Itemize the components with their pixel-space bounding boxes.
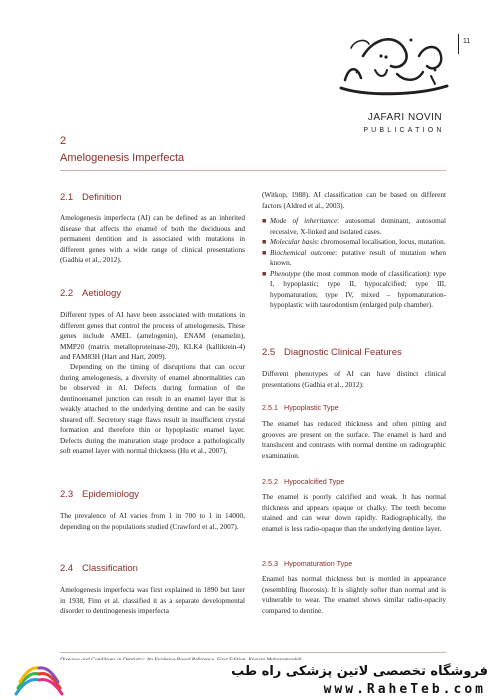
section-number: 2.4: [60, 563, 74, 574]
section-title: Diagnostic Clinical Features: [284, 347, 402, 358]
list-item: ■ Molecular basis: chromosomal localisation, locus, mutation.: [262, 238, 446, 246]
bullet-icon: ■: [262, 238, 267, 246]
store-url[interactable]: www.RaheTeb.com: [323, 682, 486, 697]
section-number: 2.1: [60, 192, 74, 203]
section-title: Classification: [82, 563, 138, 574]
subsection-2-5-2-heading: [262, 477, 344, 486]
subsection-title: Hypocalcified Type: [284, 477, 345, 486]
subsection-title: Hypomaturation Type: [284, 559, 353, 568]
list-item: ■ Mode of inheritance: autosomal dominant, autosomal recessive, X-linked and isolated cases.: [262, 217, 446, 236]
classification-bullet-list: [262, 216, 446, 311]
section-number: 2.5: [262, 347, 276, 358]
chapter-number: 2: [60, 135, 67, 147]
hypocalcified-paragraph: The enamel is poorly calcified and weak. It has normal thickness and appears opaque or chalky. The teeth become stained and can wear down rapidly. Radiographically, the enamel is less radio-opaque than the underlying dentine layer.: [262, 493, 446, 533]
page-number: 11: [463, 38, 471, 45]
footer-rule: [60, 652, 446, 653]
section-2-3-heading: [60, 489, 139, 500]
subsection-2-5-1-heading: [262, 403, 339, 412]
calligraphy-logo-icon: [335, 26, 453, 106]
store-banner: [0, 660, 500, 700]
section-title: Epidemiology: [82, 489, 140, 500]
section-2-2-heading: [60, 288, 121, 299]
hypoplastic-paragraph: The enamel has reduced thickness and often pitting and grooves are present on the surface. The enamel is hard and translucent and contrasts with normal dentine on radiographic examination.: [262, 420, 446, 460]
clinical-features-intro: Different phenotypes of AI can have distinct clinical presentations (Gadhia et al., 2012):: [262, 370, 446, 389]
subsection-number: 2.5.3: [262, 559, 278, 568]
section-2-5-heading: [262, 347, 402, 358]
bullet-icon: ■: [262, 269, 267, 278]
section-number: 2.2: [60, 288, 74, 299]
classification-paragraph: Amelogenesis imperfecta was first explained in 1890 but later in 1938, Finn et al. classified it as a separate developmental disorder to dentinogenesis imperfecta: [60, 586, 245, 615]
section-number: 2.3: [60, 489, 74, 500]
epidemiology-paragraph: The prevalence of AI varies from 1 in 700 to 1 in 14000, depending on the populations studied (Crawford et al., 2007).: [60, 512, 245, 531]
rainbow-book-logo-icon: [10, 660, 68, 700]
hypomaturation-paragraph: Enamel has normal thickness but is mottled in appearance (resembling fluorosis). It is slightly softer than normal and is vulnerable to wear. The enamel shows similar radio-opacity compared to dentine.: [262, 575, 446, 615]
classification-continued: (Witkop, 1988). AI classification can be based on different factors (Aldred et al., 2003).: [262, 191, 446, 210]
store-name-persian: فروشگاه تخصصی لاتین پزشکی راه طب: [231, 664, 488, 679]
aetiology-paragraph-2: Depending on the timing of disruptions that can occur during amelogenesis, a diversity of enamel abnormalities can be observed in AI. Defects during formation of the dentinoenamel junction can result in an enamel layer that is weakly attached to the underlying dentine and can be easily sheared off. Secretory stage flaws result in insufficient crystal formation and therefore thin or hypoplastic enamel layer. Defects during the maturation stage produce a pathologically soft enamel layer with normal thickness (Hu et al., 2007).: [60, 363, 245, 455]
bullet-icon: ■: [262, 248, 267, 257]
section-2-1-heading: [60, 192, 122, 203]
chapter-rule: [60, 170, 446, 171]
chapter-title: Amelogenesis Imperfecta: [60, 152, 185, 164]
section-2-4-heading: [60, 563, 138, 574]
definition-paragraph: Amelogenesis imperfecta (AI) can be defined as an inherited disease that affects the enamel of both the deciduous and permanent dentition and is associated with mutations in different genes with a wide range of clinical presentations (Gadhia et al., 2012).: [60, 214, 245, 264]
subsection-title: Hypoplastic Type: [284, 403, 339, 412]
list-item: ■ Phenotype (the most common mode of classification): type I, hypoplastic; type II, hypocalcified; type III, hypomaturation; type IV, mixed – hypomaturation-hypoplastic with taurodontism (enlarged pulp chamber).: [262, 269, 446, 309]
section-title: Definition: [82, 192, 122, 203]
subsection-2-5-3-heading: [262, 559, 352, 568]
subsection-number: 2.5.2: [262, 477, 278, 486]
aetiology-paragraph-1: Different types of AI have been associated with mutations in different genes that control the process of amelogenesis. These genes include AMEL (amelogenin), ENAM (enamelin), MMP20 (matrix metalloproteinase-20), KLK4 (kallikrein-4) and FAM83H (Hart and Hart, 2009).: [60, 311, 245, 361]
section-title: Aetiology: [82, 288, 122, 299]
page-number-rule: [458, 34, 459, 54]
publisher-name: JAFARI NOVIN: [367, 112, 443, 123]
subsection-number: 2.5.1: [262, 403, 278, 412]
list-item: ■ Biochemical outcome: putative result of mutation when known.: [262, 248, 447, 267]
publisher-subtitle: PUBLICATION: [363, 127, 445, 134]
bullet-icon: ■: [262, 217, 267, 225]
